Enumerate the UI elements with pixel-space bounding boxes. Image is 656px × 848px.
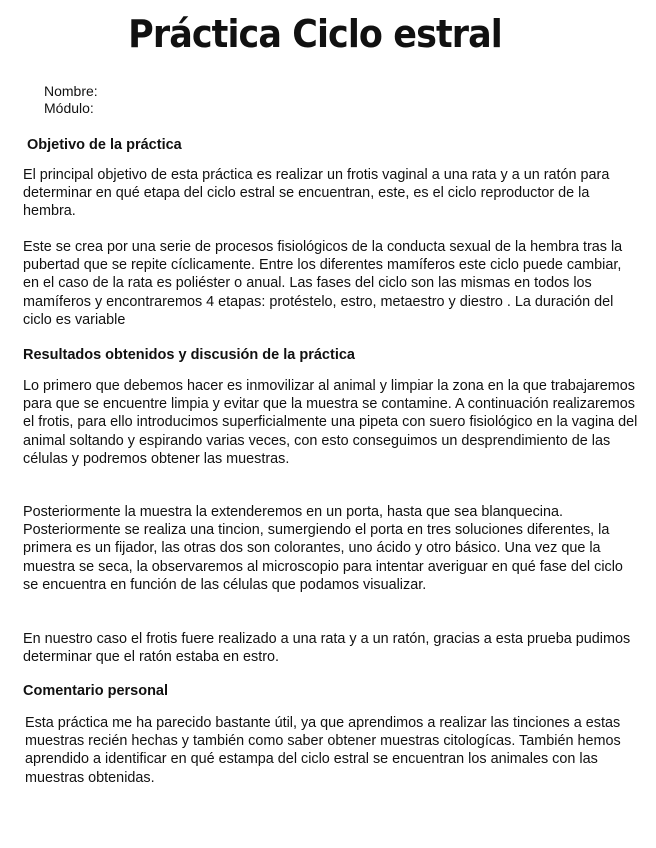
results-paragraph-3: En nuestro caso el frotis fuere realizado a una rata y a un ratón, gracias a esta prueba pudimos determinar que el ratón estaba en estro. <box>23 631 631 666</box>
module-label: Módulo: <box>44 100 94 116</box>
comment-paragraph-1: Esta práctica me ha parecido bastante útil, ya que aprendimos a realizar las tinciones a estas muestras recién hechas y también como saber obtener muestras citologícas. También hemos aprendido a identificar en qué estampa del ciclo estral se encuentran los animales con las muestras obtenidas. <box>25 715 621 786</box>
results-paragraph-2: Posteriormente la muestra la extenderemos en un porta, hasta que sea blanquecina. Posteriormente se realiza una tincion, sumergiendo el porta en tres soluciones diferentes, la primera es un fijador, las otras dos son colorantes, uno ácido y otro básico. Una vez que la muestra se seca, la observaremos al microscopio para intentar averiguar en qué fase del ciclo se encuentra en función de las células que podamos visualizar. <box>23 504 623 593</box>
objective-heading: Objetivo de la práctica <box>27 137 182 153</box>
name-label: Nombre: <box>44 83 98 99</box>
results-heading: Resultados obtenidos y discusión de la práctica <box>23 347 355 363</box>
objective-paragraph-2: Este se crea por una serie de procesos fisiológicos de la conducta sexual de la hembra tras la pubertad que se repite cíclicamente. Entre los diferentes mamíferos este ciclo puede cambiar, en el caso de la rata es poliéster o anual. Las fases del ciclo son las mismas en todos los mamíferos y encontraremos 4 etapas: protéstelo, estro, metaestro y diestro . La duración del ciclo es variable <box>23 239 623 328</box>
comment-heading: Comentario personal <box>23 683 169 699</box>
results-paragraph-1: Lo primero que debemos hacer es inmovilizar al animal y limpiar la zona en la que trabajaremos para que se encuentre limpia y evitar que la muestra se contamine. A continuación realizaremos el frotis, para ello introducimos superficialmente una pipeta con suero fisiológico en la vagina del animal soltando y espirando varias veces, con esto conseguimos un desprendimiento de las células y podremos obtener las muestras. <box>23 378 638 467</box>
objective-paragraph-1: El principal objetivo de esta práctica es realizar un frotis vaginal a una rata y a un ratón para determinar en qué etapa del ciclo estral se encuentran, este, es el ciclo reproductor de la hembra. <box>23 167 610 220</box>
page-title: Práctica Ciclo estral <box>128 12 502 56</box>
